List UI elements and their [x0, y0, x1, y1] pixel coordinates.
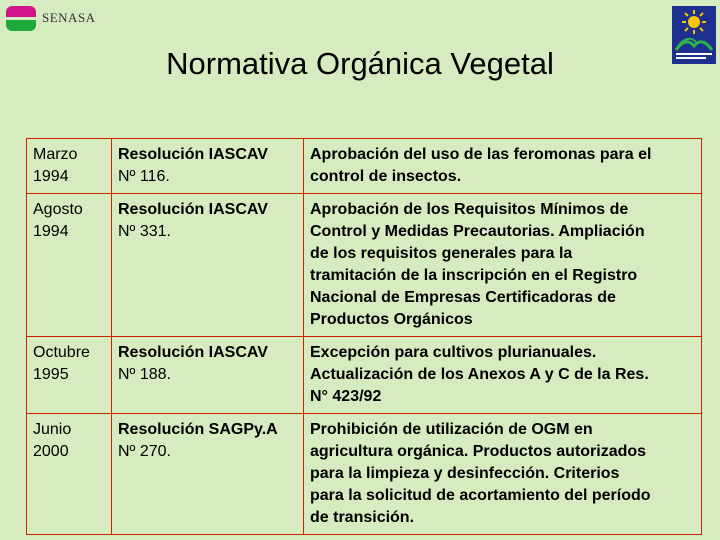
page-title: Normativa Orgánica Vegetal [166, 46, 554, 81]
table-row [27, 194, 702, 337]
description-line: Productos Orgánicos [310, 311, 473, 328]
resolution-cell [112, 337, 304, 414]
description-line: de los requisitos generales para la [310, 245, 573, 262]
senasa-logo [6, 6, 36, 32]
logo-magenta-bar [6, 6, 36, 17]
description-line: N° 423/92 [310, 388, 382, 405]
description-line: para la limpieza y desinfección. Criterios [310, 465, 620, 482]
description-line: Aprobación de los Requisitos Mínimos de [310, 201, 629, 218]
resolution-title: Resolución IASCAV [118, 146, 268, 163]
description-line: Actualización de los Anexos A y C de la Res. [310, 366, 649, 383]
table-row [27, 414, 702, 535]
description-cell [304, 337, 702, 414]
description-line: de transición. [310, 509, 415, 526]
description-line: agricultura orgánica. Productos autorizados [310, 443, 647, 460]
description-line: Prohibición de utilización de OGM en [310, 421, 593, 438]
date-month: Agosto [33, 201, 83, 218]
date-cell [27, 337, 112, 414]
description-line: control de insectos. [310, 168, 462, 185]
table-row [27, 337, 702, 414]
brand-name: SENASA [42, 10, 96, 25]
resolution-title: Resolución IASCAV [118, 201, 268, 218]
description-line: Nacional de Empresas Certificadoras de [310, 289, 616, 306]
resolution-number: Nº 331. [118, 223, 171, 240]
date-month: Marzo [33, 146, 78, 163]
description-line: Aprobación del uso de las feromonas para el [310, 146, 652, 163]
date-cell [27, 414, 112, 535]
description-line: Excepción para cultivos plurianuales. [310, 344, 597, 361]
resolution-number: Nº 270. [118, 443, 171, 460]
regulations-table [26, 138, 702, 535]
resolution-cell [112, 194, 304, 337]
description-cell [304, 139, 702, 194]
date-year: 1994 [33, 223, 69, 240]
table-row [27, 139, 702, 194]
resolution-title: Resolución SAGPy.A [118, 421, 278, 438]
date-month: Junio [33, 421, 72, 438]
description-cell [304, 194, 702, 337]
description-line: Control y Medidas Precautorias. Ampliación [310, 223, 645, 240]
resolution-number: Nº 188. [118, 366, 171, 383]
logo-green-bar [6, 20, 36, 31]
resolution-number: Nº 116. [118, 168, 170, 185]
date-year: 1995 [33, 366, 69, 383]
date-cell [27, 194, 112, 337]
date-year: 1994 [33, 168, 69, 185]
description-line: tramitación de la inscripción en el Registro [310, 267, 638, 284]
date-year: 2000 [33, 443, 69, 460]
description-line: para la solicitud de acortamiento del período [310, 487, 651, 504]
resolution-cell [112, 139, 304, 194]
date-cell [27, 139, 112, 194]
description-cell [304, 414, 702, 535]
date-month: Octubre [33, 344, 90, 361]
resolution-title: Resolución IASCAV [118, 344, 268, 361]
resolution-cell [112, 414, 304, 535]
